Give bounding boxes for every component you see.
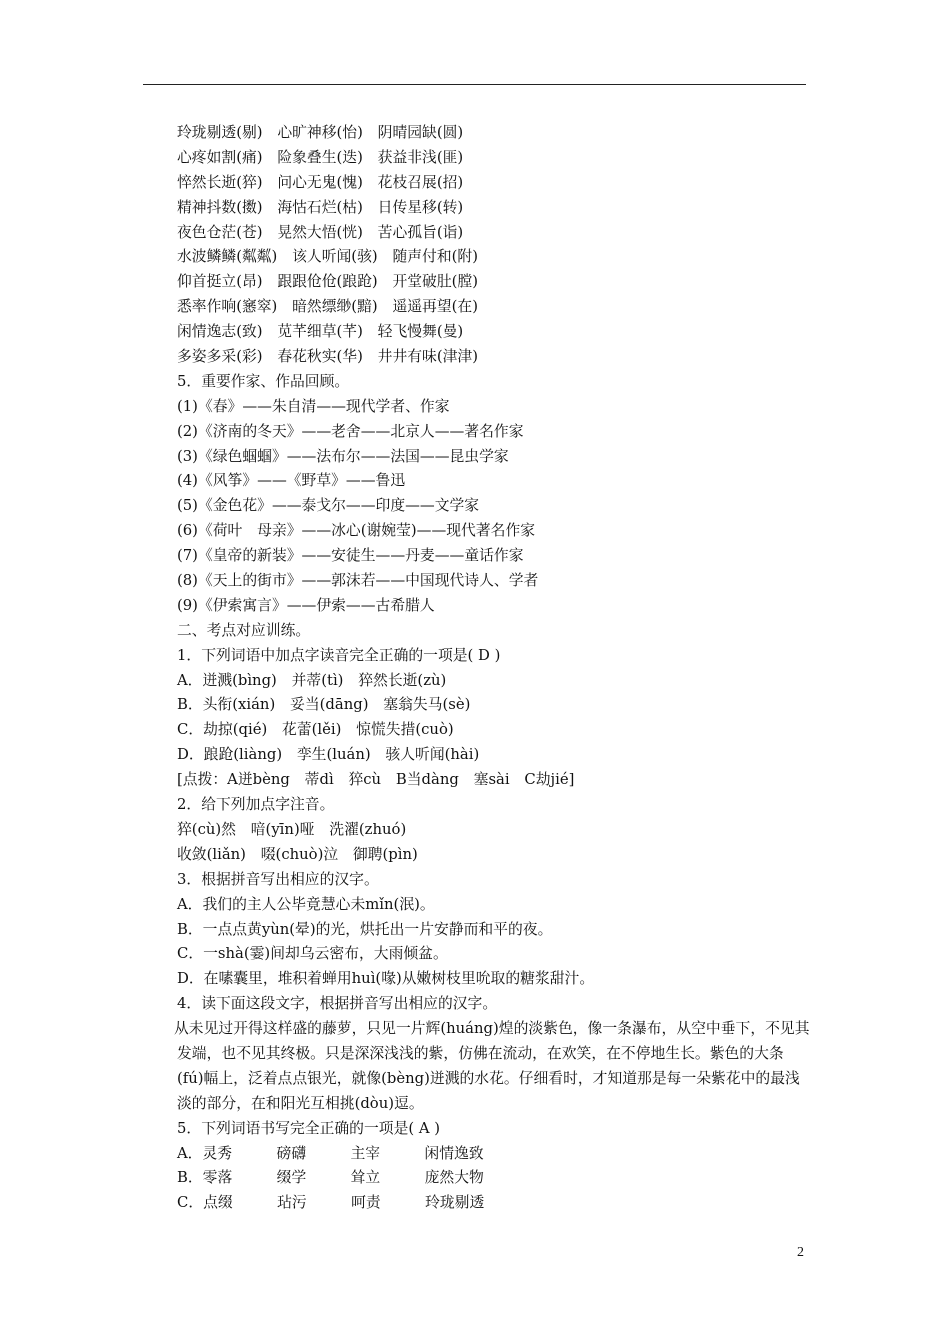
- answer-hint: [点拨：A迸bèng 蒂dì 猝cù B当dàng 塞sài C劫jié]: [177, 771, 575, 789]
- author-work-item: (9)《伊索寓言》——伊索——古希腊人: [177, 596, 435, 614]
- text-line: 闲情逸志(致) 苋芊细草(芊) 轻飞慢舞(曼): [177, 323, 464, 341]
- question-stem: 3．根据拼音写出相应的汉字。: [177, 870, 379, 888]
- author-work-item: (7)《皇帝的新装》——安徒生——丹麦——童话作家: [177, 547, 524, 565]
- question-option: D．踉跄(liàng) 孪生(luán) 骇人听闻(hài): [177, 746, 480, 764]
- text-line: 悉率作响(窸窣) 暗然缥缈(黯) 遥遥再望(在): [177, 298, 478, 316]
- answer-line: 猝(cù)然 喑(yīn)哑 洗濯(zhuó): [177, 820, 407, 838]
- question-option: A．我们的主人公毕竟慧心未mǐn(泯)。: [177, 895, 435, 913]
- text-line: 夜色仓茫(苍) 晃然大悟(恍) 苦心孤旨(诣): [177, 223, 464, 241]
- answer-line: 收敛(liǎn) 啜(chuò)泣 御聘(pìn): [177, 845, 418, 863]
- question-stem: 1．下列词语中加点字读音完全正确的一项是( D ): [177, 646, 501, 664]
- page-body: [174, 121, 837, 1216]
- author-work-item: (1)《春》——朱自清——现代学者、作家: [177, 397, 450, 415]
- question-option: B．零落 缀学 耸立 庞然大物: [177, 1169, 484, 1187]
- question-option: C．劫掠(qié) 花蕾(lěi) 惊慌失措(cuò): [177, 721, 454, 739]
- header-rule: [143, 84, 806, 85]
- section-heading: 5．重要作家、作品回顾。: [177, 372, 350, 390]
- text-line: 多姿多采(彩) 春花秋实(华) 井井有味(津津): [177, 348, 478, 366]
- question-option: C．一shà(霎)间却乌云密布，大雨倾盆。: [177, 945, 448, 963]
- page-number: 2: [797, 1245, 804, 1260]
- text-line: 玲珑剔透(剔) 心旷神移(怡) 阴晴园缺(圆): [177, 124, 464, 141]
- text-line: 精神抖数(擞) 海怙石烂(枯) 日传星移(转): [177, 198, 464, 216]
- text-line: 仰首挺立(昂) 跟跟伧伧(踉跄) 开堂破肚(膛): [177, 273, 478, 291]
- text-line: 悴然长逝(猝) 问心无鬼(愧) 花枝召展(招): [177, 173, 464, 191]
- question-option: A．迸溅(bìng) 并蒂(tì) 猝然长逝(zù): [177, 671, 447, 689]
- author-work-item: (5)《金色花》——泰戈尔——印度——文学家: [177, 497, 480, 515]
- author-work-item: (6)《荷叶 母亲》——冰心(谢婉莹)——现代著名作家: [177, 522, 536, 540]
- text-line: 水波鳞鳞(粼粼) 该人听闻(骇) 随声付和(附): [177, 248, 478, 266]
- question-option: A．灵秀 磅礴 主宰 闲情逸致: [177, 1144, 484, 1162]
- author-work-item: (2)《济南的冬天》——老舍——北京人——著名作家: [177, 422, 524, 440]
- question-option: B．一点点黄yùn(晕)的光，烘托出一片安静而和平的夜。: [177, 920, 553, 938]
- text-line: 心疼如割(痛) 险象叠生(迭) 获益非浅(匪): [177, 148, 464, 166]
- author-work-item: (3)《绿色蝈蝈》——法布尔——法国——昆虫学家: [177, 447, 509, 465]
- question-option: C．点缀 玷污 呵责 玲珑剔透: [177, 1194, 485, 1212]
- author-work-item: (4)《风筝》——《野草》——鲁迅: [177, 472, 406, 490]
- question-stem: 2．给下列加点字注音。: [177, 796, 335, 814]
- question-stem: 4．读下面这段文字，根据拼音写出相应的汉字。: [177, 995, 498, 1013]
- reading-paragraph: 从未见过开得这样盛的藤萝，只见一片辉(huáng)煌的淡紫色，像一条瀑布，从空中垂下，不见其发端，也不见其终极。只是深深浅浅的紫，仿佛在流动，在欢笑，在不停地生长。紫色的大条(fú)幅上，泛着点点银光，就像(bèng)迸溅的水花。仔细看时，才知道那是每一朵紫花中的最浅淡的部分，在和阳光互相挑(dòu)逗。: [174, 1020, 810, 1112]
- question-stem: 5．下列词语书写完全正确的一项是( A ): [177, 1119, 441, 1137]
- question-option: D．在嗉囊里，堆积着蝉用huì(喙)从嫩树枝里吮取的糖浆甜汁。: [177, 970, 595, 988]
- question-option: B．头衔(xián) 妥当(dāng) 塞翁失马(sè): [177, 696, 471, 714]
- section-heading: 二、考点对应训练。: [177, 621, 311, 639]
- author-work-item: (8)《天上的街市》——郭沫若——中国现代诗人、学者: [177, 572, 539, 590]
